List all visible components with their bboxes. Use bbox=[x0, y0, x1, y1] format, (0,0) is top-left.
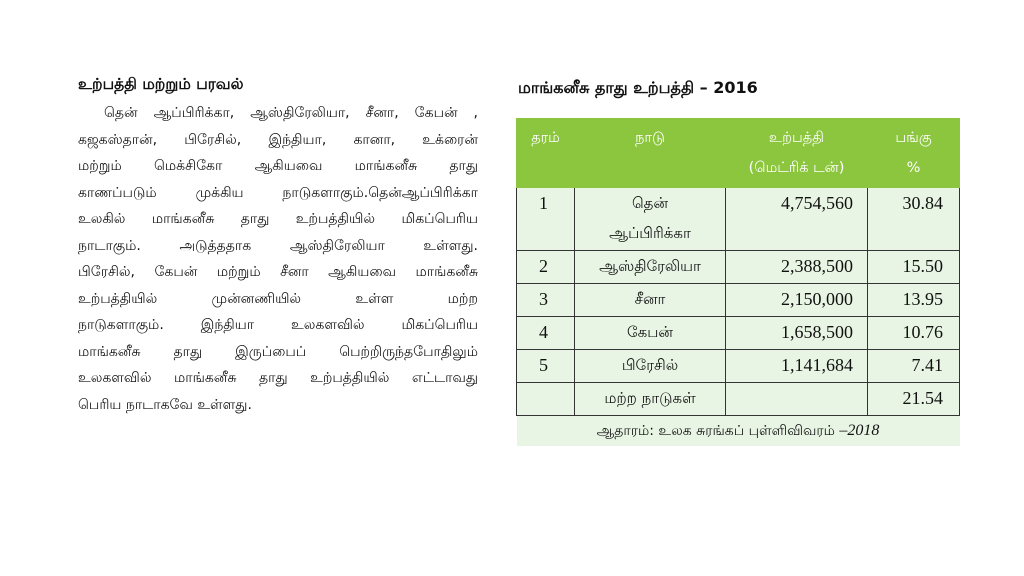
cell-rank bbox=[517, 383, 575, 416]
cell-rank: 3 bbox=[517, 284, 575, 317]
body-paragraph bbox=[78, 100, 478, 418]
paragraph-line: காணப்படும் முக்கிய நாடுகளாகும்.தென்ஆப்பிரிக்கா bbox=[78, 184, 478, 201]
source-label: ஆதாரம்: உலக சுரங்கப் புள்ளிவிவரம் bbox=[596, 423, 835, 439]
paragraph-line: உலகில் மாங்கனீசு தாது உற்பத்தியில் மிகப்பெரிய bbox=[78, 211, 478, 227]
header-share-unit: % bbox=[906, 160, 921, 176]
cell-rank: 5 bbox=[517, 350, 575, 383]
cell-country-line: ஆப்பிரிக்கா bbox=[609, 224, 691, 242]
paragraph-line: கஜகஸ்தான், பிரேசில், இந்தியா, கானா, உக்ரைன் bbox=[78, 131, 478, 148]
cell-share: 13.95 bbox=[868, 284, 960, 317]
cell-share: 7.41 bbox=[868, 350, 960, 383]
paragraph-line: மாங்கனீசு தாது இருப்பைப் பெற்றிருந்தபோதிலும் bbox=[78, 343, 478, 360]
cell-production: 1,658,500 bbox=[726, 317, 868, 350]
header-production-label: உற்பத்தி bbox=[768, 130, 825, 146]
text-section bbox=[78, 74, 478, 418]
table-row bbox=[517, 188, 960, 251]
cell-share: 30.84 bbox=[868, 188, 960, 251]
source-year: –2018 bbox=[839, 422, 880, 439]
header-production-unit: (மெட்ரிக் டன்) bbox=[748, 160, 845, 176]
cell-production: 2,388,500 bbox=[726, 251, 868, 284]
table-row bbox=[517, 383, 960, 416]
production-table bbox=[516, 118, 960, 446]
cell-rank: 4 bbox=[517, 317, 575, 350]
cell-rank: 2 bbox=[517, 251, 575, 284]
cell-production: 4,754,560 bbox=[726, 188, 868, 251]
paragraph-line: நாடாகும். அடுத்ததாக ஆஸ்திரேலியா உள்ளது. bbox=[78, 237, 478, 254]
paragraph-line: மற்றும் மெக்சிகோ ஆகியவை மாங்கனீசு தாது bbox=[78, 158, 478, 174]
section-heading: உற்பத்தி மற்றும் பரவல் bbox=[78, 75, 244, 93]
cell-rank: 1 bbox=[517, 188, 575, 251]
table-source bbox=[517, 416, 960, 447]
cell-country: சீனா bbox=[575, 284, 726, 317]
table-row bbox=[517, 350, 960, 383]
cell-share: 21.54 bbox=[868, 383, 960, 416]
cell-share: 10.76 bbox=[868, 317, 960, 350]
table-title: மாங்கனீசு தாது உற்பத்தி – 2016 bbox=[518, 78, 758, 97]
cell-country: மற்ற நாடுகள் bbox=[575, 383, 726, 416]
cell-country bbox=[575, 188, 726, 251]
paragraph-line: உற்பத்தியில் முன்னணியில் உள்ள மற்ற bbox=[78, 290, 478, 307]
cell-country: ஆஸ்திரேலியா bbox=[575, 251, 726, 284]
paragraph-line: தென் ஆப்பிரிக்கா, ஆஸ்திரேலியா, சீனா, கேபன் , bbox=[104, 105, 478, 121]
paragraph-line: பிரேசில், கேபன் மற்றும் சீனா ஆகியவை மாங்கனீசு bbox=[78, 264, 478, 280]
paragraph-line: உலகளவில் மாங்கனீசு தாது உற்பத்தியில் எட்டாவது bbox=[78, 370, 478, 386]
table-source-row bbox=[517, 416, 960, 447]
table-header-row bbox=[517, 119, 960, 188]
paragraph-line: பெரிய நாடாகவே உள்ளது. bbox=[78, 396, 252, 413]
cell-production bbox=[726, 383, 868, 416]
header-country: நாடு bbox=[575, 119, 726, 188]
header-share-label: பங்கு bbox=[895, 130, 932, 146]
cell-country: கேபன் bbox=[575, 317, 726, 350]
header-rank: தரம் bbox=[517, 119, 575, 188]
production-table-section bbox=[516, 76, 959, 446]
table-row bbox=[517, 251, 960, 284]
cell-share: 15.50 bbox=[868, 251, 960, 284]
table-row bbox=[517, 317, 960, 350]
table-row bbox=[517, 284, 960, 317]
header-production bbox=[726, 119, 868, 188]
cell-country-line: தென் bbox=[632, 194, 668, 212]
header-share bbox=[868, 119, 960, 188]
paragraph-line: நாடுகளாகும். இந்தியா உலகளவில் மிகப்பெரிய bbox=[78, 317, 478, 333]
cell-production: 2,150,000 bbox=[726, 284, 868, 317]
cell-production: 1,141,684 bbox=[726, 350, 868, 383]
cell-country: பிரேசில் bbox=[575, 350, 726, 383]
